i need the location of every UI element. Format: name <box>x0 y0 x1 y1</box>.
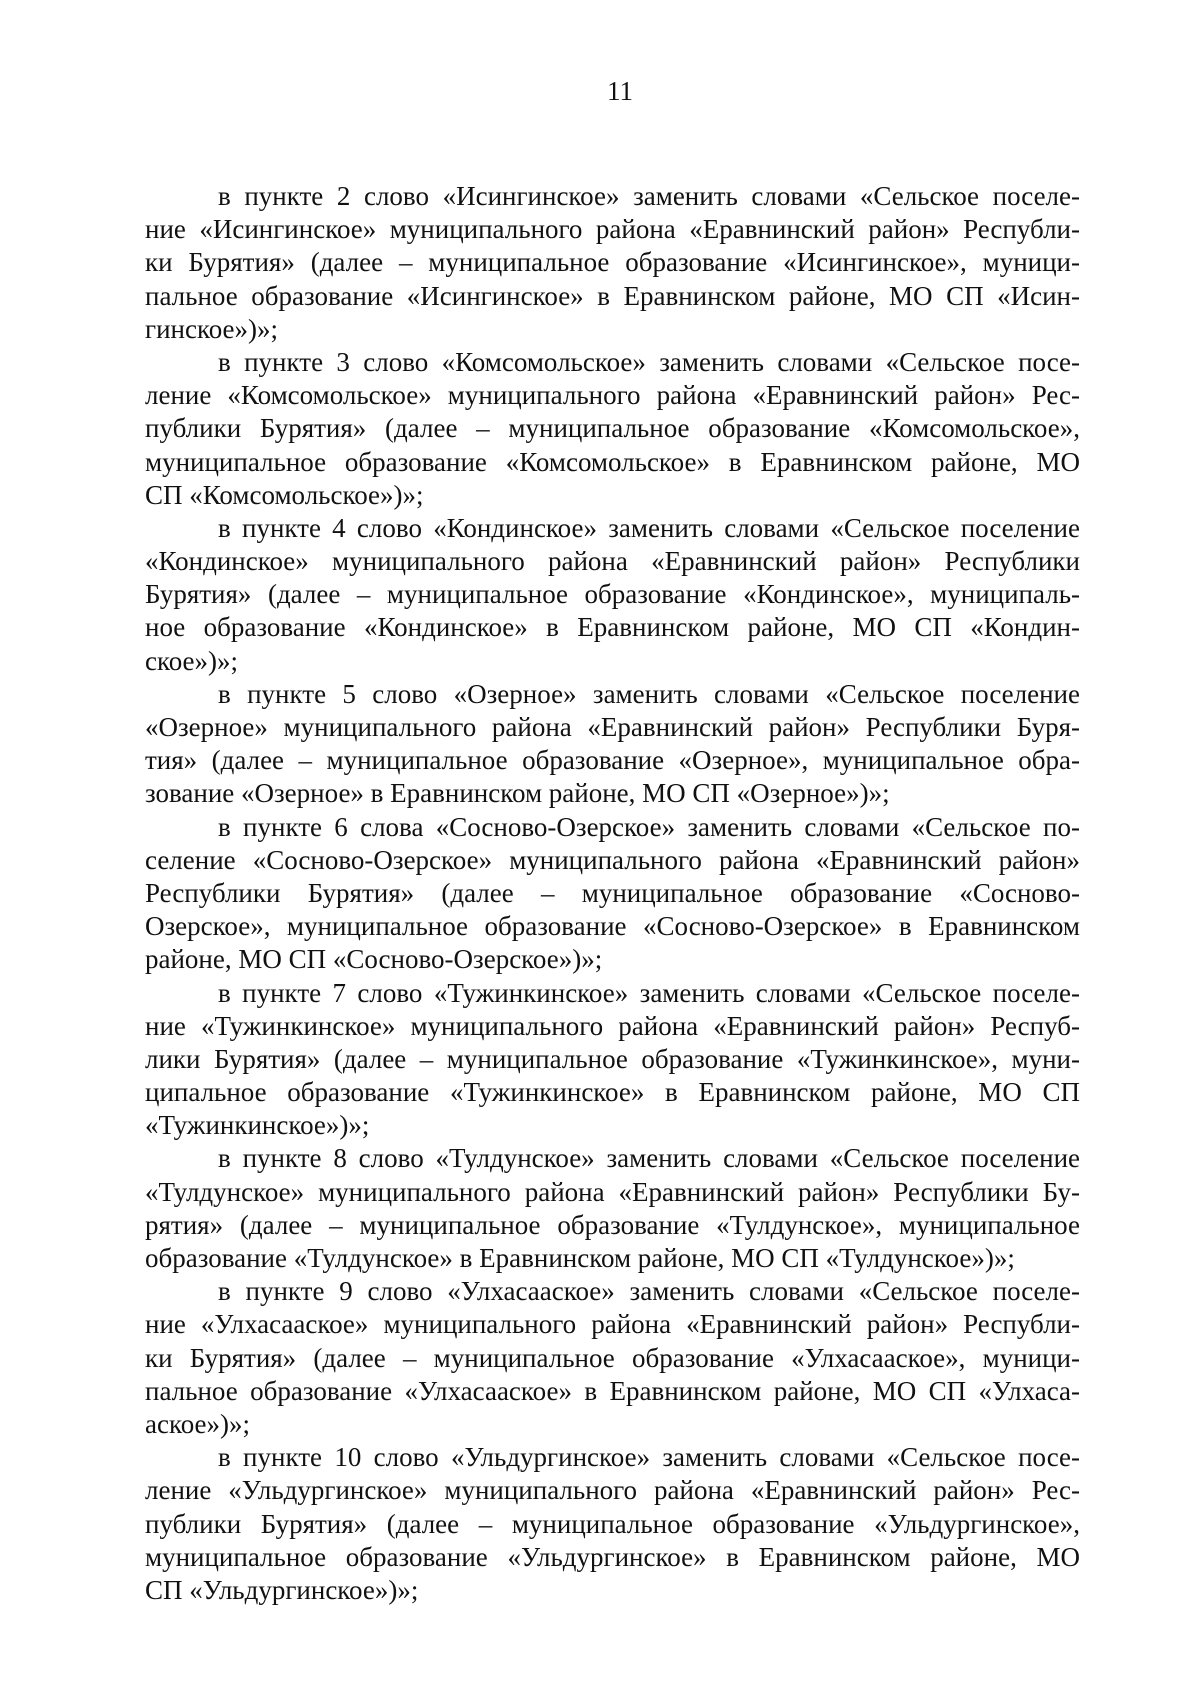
text-line: «Кондинское» муниципального района «Еравнинский район» Республики <box>145 546 1080 577</box>
paragraph-8 <box>145 1275 1080 1441</box>
paragraph-4 <box>145 678 1080 811</box>
text-line: муниципальное образование «Комсомольское» в Еравнинском районе, МО <box>145 446 1080 477</box>
text-line: «Тужинкинское»)»; <box>145 1110 370 1141</box>
text-line: муниципальное образование «Ульдургинское» в Еравнинском районе, МО <box>145 1541 1080 1572</box>
paragraph-5 <box>145 811 1080 977</box>
text-line: «Тулдунское» муниципального района «Еравнинский район» Республики Бу- <box>145 1176 1080 1207</box>
paragraph-9 <box>145 1441 1080 1607</box>
text-line: в пункте 6 слова «Сосново-Озерское» заменить словами «Сельское по- <box>218 811 1080 842</box>
text-line: ние «Тужинкинское» муниципального района «Еравнинский район» Респуб- <box>145 1010 1080 1041</box>
text-line: ки Бурятия» (далее – муниципальное образование «Улхасаaское», муници- <box>145 1342 1080 1373</box>
text-line: Озерское», муниципальное образование «Сосново-Озерское» в Еравнинском <box>145 911 1080 942</box>
text-line: ние «Улхасаaское» муниципального района «Еравнинский район» Республи- <box>145 1309 1080 1340</box>
text-line: в пункте 4 слово «Кондинское» заменить словами «Сельское поселение <box>218 512 1080 543</box>
text-line: в пункте 7 слово «Тужинкинское» заменить словами «Сельское поселе- <box>218 977 1080 1008</box>
paragraph-6 <box>145 977 1080 1143</box>
text-line: гинское»)»; <box>145 313 279 344</box>
text-line: Республики Бурятия» (далее – муниципальное образование «Сосново- <box>145 877 1080 908</box>
text-line: ное образование «Кондинское» в Еравнинском районе, МО СП «Кондин- <box>145 612 1080 643</box>
text-line: «Озерное» муниципального района «Еравнинский район» Республики Буря- <box>145 712 1080 742</box>
text-line: тия» (далее – муниципальное образование «Озерное», муниципальное обра- <box>145 745 1080 776</box>
text-line: пальное образование «Исингинское» в Еравнинском районе, МО СП «Исин- <box>145 280 1080 311</box>
text-line: в пункте 8 слово «Тулдунское» заменить словами «Сельское поселение <box>218 1143 1080 1174</box>
text-line: в пункте 9 слово «Улхасаaское» заменить словами «Сельское поселе- <box>218 1276 1080 1307</box>
text-line: ское»)»; <box>145 645 239 676</box>
text-line: СП «Ульдургинское»)»; <box>145 1574 419 1605</box>
text-line: в пункте 2 слово «Исингинское» заменить словами «Сельское поселе- <box>218 181 1080 211</box>
text-line: образование «Тулдунское» в Еравнинском районе, МО СП «Тулдунское»)»; <box>145 1243 1015 1273</box>
text-line: зование «Озерное» в Еравнинском районе, МО СП «Озерное»)»; <box>145 778 890 809</box>
text-line: ки Бурятия» (далее – муниципальное образование «Исингинское», муници- <box>145 247 1080 278</box>
text-line: в пункте 10 слово «Ульдургинское» заменить словами «Сельское посе- <box>218 1442 1080 1473</box>
text-line: селение «Сосново-Озерское» муниципального района «Еравнинский район» <box>145 844 1080 875</box>
paragraph-2 <box>145 346 1080 512</box>
text-line: лики Бурятия» (далее – муниципальное образование «Тужинкинское», муни- <box>145 1043 1080 1074</box>
text-line: ление «Ульдургинское» муниципального района «Еравнинский район» Рес- <box>145 1475 1080 1506</box>
text-line: ление «Комсомольское» муниципального района «Еравнинский район» Рес- <box>145 380 1080 411</box>
text-line: в пункте 5 слово «Озерное» заменить словами «Сельское поселение <box>218 678 1080 709</box>
text-line: в пункте 3 слово «Комсомольское» заменить словами «Сельское посе- <box>218 346 1080 377</box>
text-line: ципальное образование «Тужинкинское» в Еравнинском районе, МО СП <box>145 1077 1080 1108</box>
text-line: Бурятия» (далее – муниципальное образование «Кондинское», муниципаль- <box>145 579 1080 610</box>
paragraph-7 <box>145 1142 1080 1275</box>
text-line: публики Бурятия» (далее – муниципальное образование «Комсомольское», <box>145 413 1080 444</box>
paragraph-3 <box>145 512 1080 678</box>
text-line: ние «Исингинское» муниципального района «Еравнинский район» Республи- <box>145 214 1080 245</box>
paragraph-1 <box>145 180 1080 346</box>
document-body <box>145 180 1080 1607</box>
page-number: 11 <box>607 76 633 106</box>
text-line: аское»)»; <box>145 1408 251 1439</box>
text-line: районе, МО СП «Сосново-Озерское»)»; <box>145 944 603 975</box>
text-line: СП «Комсомольское»)»; <box>145 479 424 510</box>
text-line: пальное образование «Улхасаaское» в Еравнинском районе, МО СП «Улхаса- <box>145 1375 1080 1406</box>
text-line: публики Бурятия» (далее – муниципальное образование «Ульдургинское», <box>145 1508 1080 1539</box>
text-line: рятия» (далее – муниципальное образование «Тулдунское», муниципальное <box>145 1209 1080 1240</box>
